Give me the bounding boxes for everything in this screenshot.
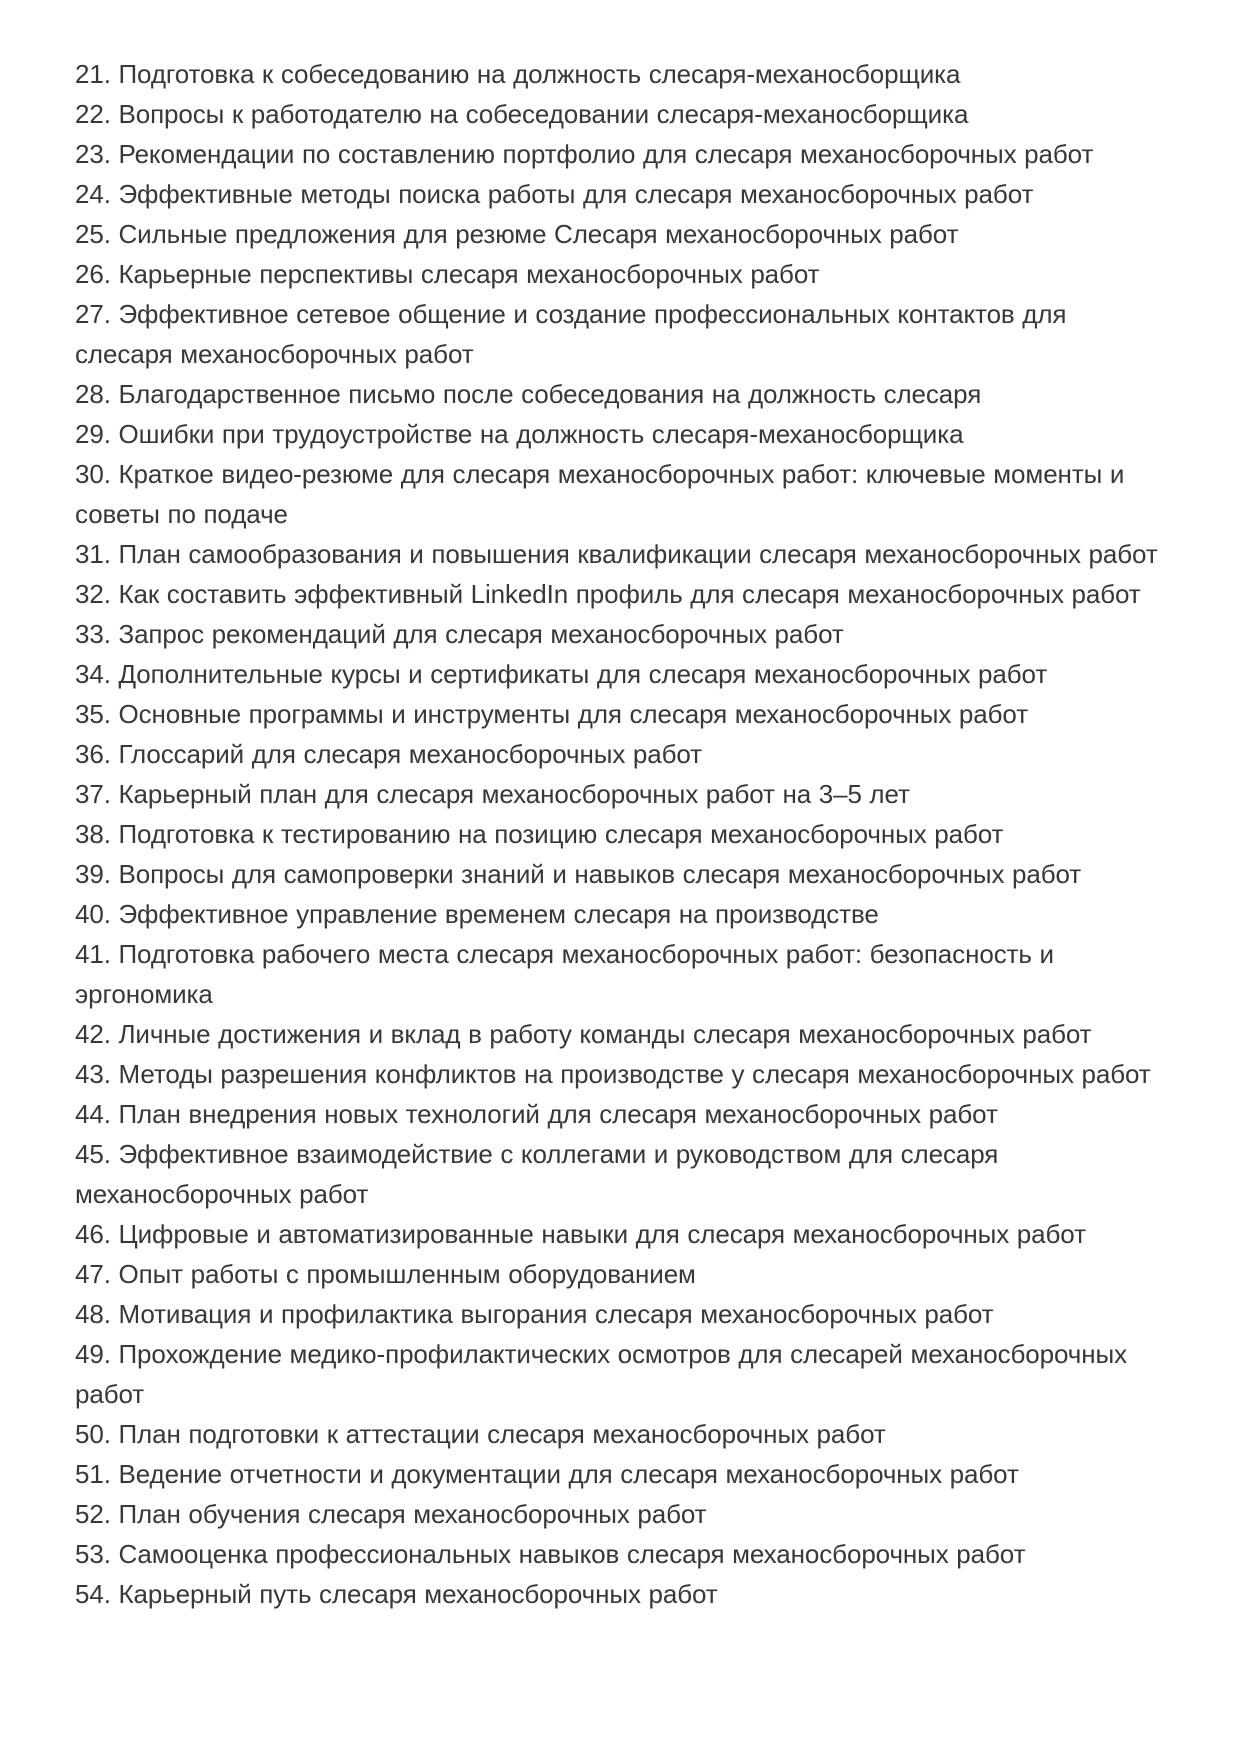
list-item xyxy=(75,774,1165,814)
item-number: 31. xyxy=(75,539,111,569)
item-number: 41. xyxy=(75,939,111,969)
list-item xyxy=(75,894,1165,934)
list-item xyxy=(75,174,1165,214)
list-item xyxy=(75,614,1165,654)
item-number: 44. xyxy=(75,1099,111,1129)
item-number: 47. xyxy=(75,1259,111,1289)
item-number: 40. xyxy=(75,899,111,929)
item-text: Как составить эффективный LinkedIn профиль для слесаря механосборочных работ xyxy=(118,579,1141,609)
list-item xyxy=(75,1254,1165,1294)
list-item xyxy=(75,574,1165,614)
item-number: 33. xyxy=(75,619,111,649)
item-text: Карьерные перспективы слесаря механосборочных работ xyxy=(118,259,820,289)
list-item xyxy=(75,934,1165,1014)
list-item xyxy=(75,1574,1165,1614)
item-text: Эффективное управление временем слесаря на производстве xyxy=(118,899,879,929)
item-number: 21. xyxy=(75,59,111,89)
item-number: 46. xyxy=(75,1219,111,1249)
item-number: 37. xyxy=(75,779,111,809)
item-text: Сильные предложения для резюме Слесаря механосборочных работ xyxy=(118,219,959,249)
item-text: Подготовка к собеседованию на должность слесаря-механосборщика xyxy=(118,59,961,89)
item-text: Эффективные методы поиска работы для слесаря механосборочных работ xyxy=(118,179,1034,209)
item-text: Карьерный план для слесаря механосборочных работ на 3–5 лет xyxy=(118,779,910,809)
item-text: Личные достижения и вклад в работу команды слесаря механосборочных работ xyxy=(118,1019,1092,1049)
item-number: 28. xyxy=(75,379,111,409)
item-text: Карьерный путь слесаря механосборочных работ xyxy=(118,1579,718,1609)
list-item xyxy=(75,1414,1165,1454)
item-text: Самооценка профессиональных навыков слесаря механосборочных работ xyxy=(118,1539,1026,1569)
item-text: Эффективное взаимодействие с коллегами и руководством для слесаря механосборочных работ xyxy=(75,1139,999,1209)
list-item xyxy=(75,534,1165,574)
item-number: 54. xyxy=(75,1579,111,1609)
item-number: 42. xyxy=(75,1019,111,1049)
item-text: Цифровые и автоматизированные навыки для слесаря механосборочных работ xyxy=(118,1219,1086,1249)
item-text: Дополнительные курсы и сертификаты для слесаря механосборочных работ xyxy=(118,659,1048,689)
item-number: 38. xyxy=(75,819,111,849)
item-number: 30. xyxy=(75,459,111,489)
item-text: План обучения слесаря механосборочных работ xyxy=(118,1499,707,1529)
list-item xyxy=(75,54,1165,94)
item-number: 48. xyxy=(75,1299,111,1329)
list-item xyxy=(75,94,1165,134)
list-item xyxy=(75,414,1165,454)
list-item xyxy=(75,854,1165,894)
list-item xyxy=(75,734,1165,774)
item-number: 24. xyxy=(75,179,111,209)
list-item xyxy=(75,134,1165,174)
item-text: План внедрения новых технологий для слесаря механосборочных работ xyxy=(118,1099,998,1129)
item-number: 34. xyxy=(75,659,111,689)
list-item xyxy=(75,1294,1165,1334)
item-text: Прохождение медико-профилактических осмотров для слесарей механосборочных работ xyxy=(75,1339,1127,1409)
list-item xyxy=(75,1334,1165,1414)
item-number: 45. xyxy=(75,1139,111,1169)
item-text: Основные программы и инструменты для слесаря механосборочных работ xyxy=(118,699,1029,729)
list-item xyxy=(75,814,1165,854)
item-number: 52. xyxy=(75,1499,111,1529)
item-number: 51. xyxy=(75,1459,111,1489)
item-number: 53. xyxy=(75,1539,111,1569)
list-item xyxy=(75,1094,1165,1134)
item-text: Подготовка рабочего места слесаря механосборочных работ: безопасность и эргономика xyxy=(75,939,1054,1009)
list-item xyxy=(75,1054,1165,1094)
item-number: 26. xyxy=(75,259,111,289)
item-text: Ошибки при трудоустройстве на должность слесаря-механосборщика xyxy=(118,419,964,449)
item-number: 36. xyxy=(75,739,111,769)
list-item xyxy=(75,1014,1165,1054)
item-number: 35. xyxy=(75,699,111,729)
item-number: 22. xyxy=(75,99,111,129)
list-item xyxy=(75,454,1165,534)
item-number: 43. xyxy=(75,1059,111,1089)
list-item xyxy=(75,294,1165,374)
item-number: 27. xyxy=(75,299,111,329)
item-text: Эффективное сетевое общение и создание профессиональных контактов для слесаря механосборочных работ xyxy=(75,299,1067,369)
list-item xyxy=(75,654,1165,694)
list-item xyxy=(75,374,1165,414)
item-number: 25. xyxy=(75,219,111,249)
item-number: 50. xyxy=(75,1419,111,1449)
item-text: Глоссарий для слесаря механосборочных работ xyxy=(118,739,702,769)
item-text: Вопросы к работодателю на собеседовании слесаря-механосборщика xyxy=(118,99,969,129)
item-text: Рекомендации по составлению портфолио для слесаря механосборочных работ xyxy=(118,139,1094,169)
list-item xyxy=(75,1134,1165,1214)
list-item xyxy=(75,1454,1165,1494)
item-text: Подготовка к тестированию на позицию слесаря механосборочных работ xyxy=(118,819,1004,849)
list-item xyxy=(75,1214,1165,1254)
list-item xyxy=(75,1494,1165,1534)
item-number: 39. xyxy=(75,859,111,889)
item-text: Опыт работы с промышленным оборудованием xyxy=(118,1259,696,1289)
list-item xyxy=(75,254,1165,294)
item-text: Ведение отчетности и документации для слесаря механосборочных работ xyxy=(118,1459,1019,1489)
item-number: 29. xyxy=(75,419,111,449)
item-number: 23. xyxy=(75,139,111,169)
item-text: Краткое видео-резюме для слесаря механосборочных работ: ключевые моменты и советы по подаче xyxy=(75,459,1125,529)
item-text: Вопросы для самопроверки знаний и навыков слесаря механосборочных работ xyxy=(118,859,1082,889)
item-text: План подготовки к аттестации слесаря механосборочных работ xyxy=(118,1419,886,1449)
item-text: Мотивация и профилактика выгорания слесаря механосборочных работ xyxy=(118,1299,994,1329)
item-number: 32. xyxy=(75,579,111,609)
item-text: Запрос рекомендаций для слесаря механосборочных работ xyxy=(118,619,844,649)
item-number: 49. xyxy=(75,1339,111,1369)
item-text: Методы разрешения конфликтов на производстве у слесаря механосборочных работ xyxy=(118,1059,1151,1089)
item-text: План самообразования и повышения квалификации слесаря механосборочных работ xyxy=(118,539,1158,569)
list-item xyxy=(75,694,1165,734)
item-text: Благодарственное письмо после собеседования на должность слесаря xyxy=(118,379,982,409)
numbered-list xyxy=(75,54,1165,1614)
list-item xyxy=(75,1534,1165,1574)
list-item xyxy=(75,214,1165,254)
